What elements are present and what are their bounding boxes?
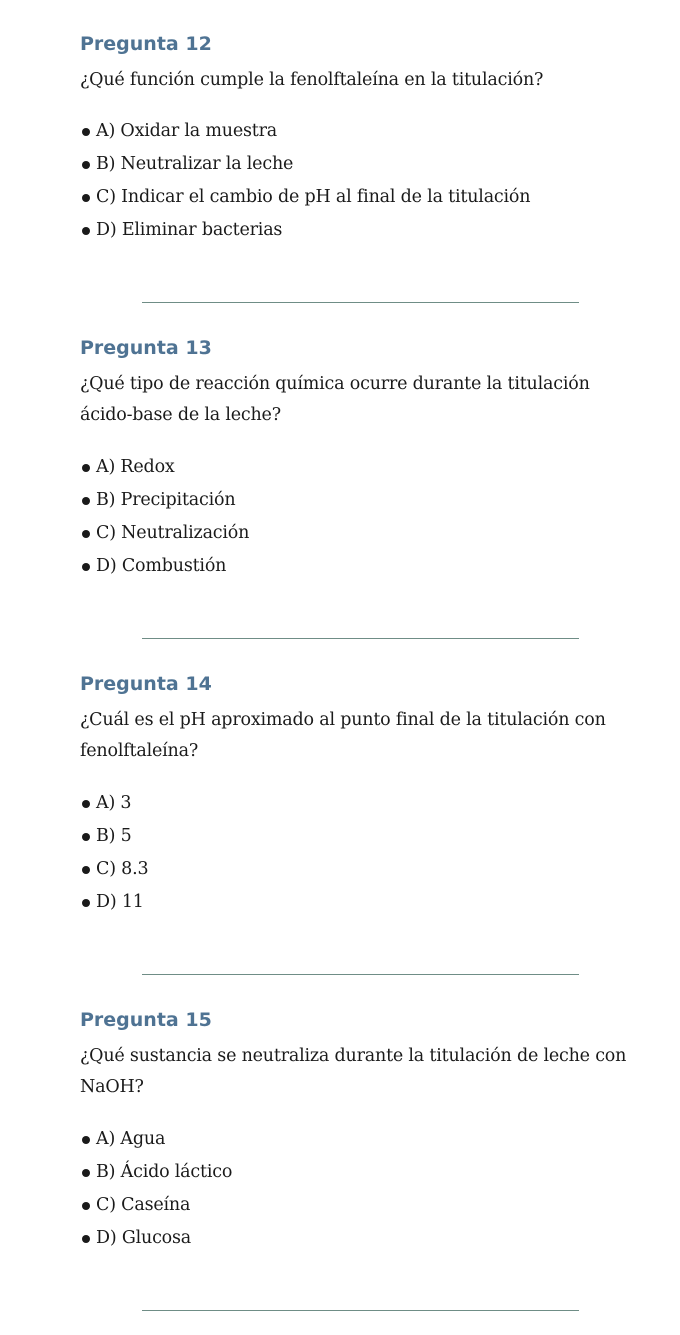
option-label: A) Oxidar la muestra (96, 121, 278, 141)
option-d (80, 1222, 640, 1255)
option-c (80, 1189, 640, 1222)
section-divider (142, 1310, 579, 1311)
bullet-icon (82, 833, 90, 841)
option-label: C) Caseína (96, 1195, 191, 1215)
bullet-icon (82, 128, 90, 136)
option-d (80, 550, 640, 583)
option-label: B) Precipitación (96, 490, 236, 510)
option-b (80, 148, 640, 181)
question-title: Pregunta 12 (80, 33, 212, 55)
option-label: A) 3 (96, 793, 132, 813)
bullet-icon (82, 530, 90, 538)
bullet-icon (82, 194, 90, 202)
options-list (80, 1123, 640, 1255)
option-a (80, 787, 640, 820)
bullet-icon (82, 866, 90, 874)
option-label: A) Redox (96, 457, 175, 477)
option-label: A) Agua (96, 1129, 166, 1149)
option-label: D) Combustión (96, 556, 227, 576)
option-b (80, 1156, 640, 1189)
section-divider (142, 638, 579, 639)
option-label: B) 5 (96, 826, 132, 846)
option-b (80, 820, 640, 853)
option-a (80, 115, 640, 148)
option-a (80, 451, 640, 484)
options-list (80, 787, 640, 919)
options-list (80, 451, 640, 583)
question-text: ¿Qué sustancia se neutraliza durante la titulación de leche con NaOH? (80, 1046, 627, 1097)
option-c (80, 517, 640, 550)
option-c (80, 853, 640, 886)
bullet-icon (82, 1235, 90, 1243)
option-label: D) Glucosa (96, 1228, 192, 1248)
option-label: C) Indicar el cambio de pH al final de la titulación (96, 187, 531, 207)
option-d (80, 886, 640, 919)
bullet-icon (82, 161, 90, 169)
option-label: B) Ácido láctico (96, 1162, 233, 1182)
bullet-icon (82, 800, 90, 808)
bullet-icon (82, 563, 90, 571)
question-text: ¿Cuál es el pH aproximado al punto final de la titulación con fenolftaleína? (80, 710, 606, 761)
question-text: ¿Qué tipo de reacción química ocurre durante la titulación ácido-base de la leche? (80, 374, 590, 425)
question-text: ¿Qué función cumple la fenolftaleína en la titulación? (80, 70, 544, 90)
options-list (80, 115, 640, 247)
option-label: B) Neutralizar la leche (96, 154, 294, 174)
question-title: Pregunta 15 (80, 1009, 212, 1031)
section-divider (142, 974, 579, 975)
bullet-icon (82, 1169, 90, 1177)
bullet-icon (82, 464, 90, 472)
bullet-icon (82, 1202, 90, 1210)
bullet-icon (82, 1136, 90, 1144)
option-label: C) Neutralización (96, 523, 250, 543)
option-d (80, 214, 640, 247)
question-title: Pregunta 13 (80, 337, 212, 359)
option-a (80, 1123, 640, 1156)
section-divider (142, 302, 579, 303)
option-label: D) 11 (96, 892, 144, 912)
bullet-icon (82, 497, 90, 505)
bullet-icon (82, 227, 90, 235)
option-c (80, 181, 640, 214)
option-label: C) 8.3 (96, 859, 149, 879)
bullet-icon (82, 899, 90, 907)
question-title: Pregunta 14 (80, 673, 212, 695)
option-label: D) Eliminar bacterias (96, 220, 283, 240)
option-b (80, 484, 640, 517)
